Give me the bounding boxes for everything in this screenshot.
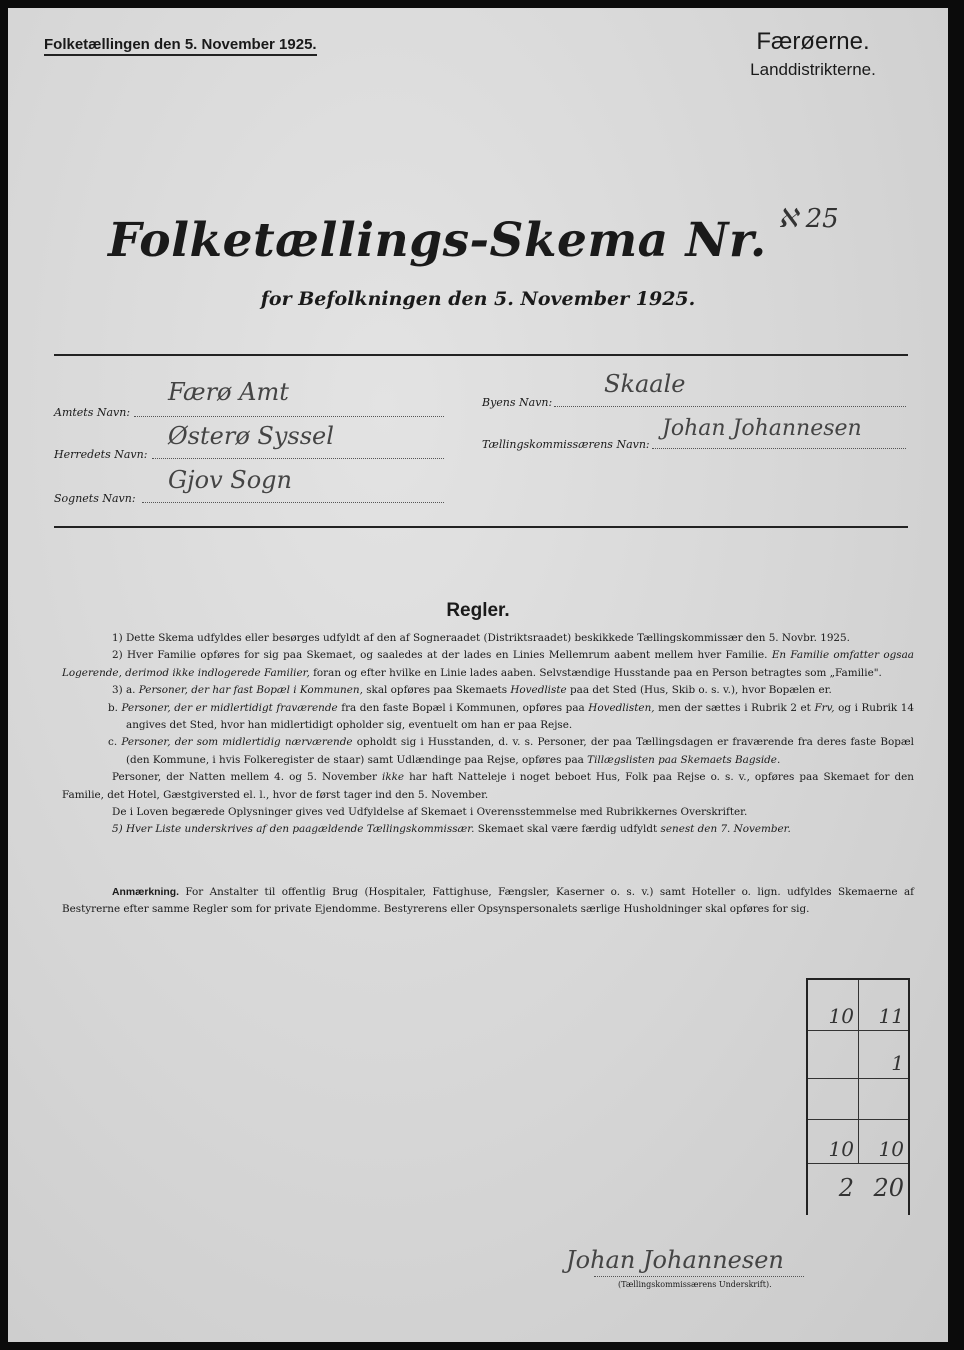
rule-1: 1) Dette Skema udfyldes eller besørges udfyldt af den af Sogneraadet (Distriktsraadet) beskikkede Tællingskommissær den 5. Novbr. 1925.: [112, 632, 850, 644]
regler-heading: Regler.: [446, 600, 510, 621]
signature-caption: (Tællingskommissærens Underskrift).: [618, 1280, 772, 1289]
tally-row-2: 1: [808, 1031, 908, 1079]
form-number-handwritten: ℵ 25: [778, 204, 839, 234]
by-underline: [554, 406, 906, 407]
rule-3c: c. Personer, der som midlertidig nærværende opholdt sig i Husstanden, d. v. s. Personer, der paa Tællingsdagen er fraværende fra deres faste Bopæl (den Kommune, i hvis Folkeregister de staar) samt Udlændinge paa Rejse, opføres paa Tillægslisten paa Skemaets Bagside.: [108, 736, 914, 766]
sogn-underline: [142, 502, 444, 503]
census-form-page: [8, 8, 948, 1342]
tally-row-3: [808, 1079, 908, 1120]
bottom-divider: [54, 526, 908, 528]
region-header: Færøerne.: [756, 28, 870, 55]
district-header: Landdistrikterne.: [750, 60, 876, 79]
amt-label: Amtets Navn:: [54, 406, 131, 419]
kommissaer-underline: [652, 448, 906, 449]
tally-box: [806, 978, 910, 1215]
tally-row-1: 10 11: [808, 980, 908, 1031]
by-value: Skaale: [604, 370, 686, 398]
herred-underline: [152, 458, 444, 459]
rule-3a: 3) a. Personer, der har fast Bopæl i Kommunen, skal opføres paa Skemaets Hovedliste paa det Sted (Hus, Skib o. s. v.), hvor Bopælen er.: [112, 684, 832, 697]
by-label: Byens Navn:: [482, 396, 553, 409]
form-subtitle: for Befolkningen den 5. November 1925.: [260, 288, 696, 310]
herred-value: Østerø Syssel: [168, 422, 334, 450]
kommissaer-label: Tællingskommissærens Navn:: [482, 438, 650, 451]
signature: Johan Johannesen: [566, 1246, 784, 1274]
kommissaer-value: Johan Johannesen: [662, 416, 862, 441]
census-date-header: Folketællingen den 5. November 1925.: [44, 36, 317, 56]
sogn-value: Gjov Sogn: [168, 466, 292, 494]
amt-underline: [134, 416, 444, 417]
regler-body: [62, 630, 914, 839]
tally-row-4: 10 10: [808, 1120, 908, 1164]
form-title: Folketællings-Skema Nr.: [108, 213, 767, 268]
rule-5: De i Loven begærede Oplysninger gives ved Udfyldelse af Skemaet i Overensstemmelse med Rubrikkernes Overskrifter.: [112, 806, 748, 819]
tally-row-5: 2 20: [838, 1174, 904, 1202]
sogn-label: Sognets Navn:: [54, 492, 136, 505]
rule-3b: b. Personer, der er midlertidigt fraværende fra den faste Bopæl i Kommunen, opføres paa Hovedlisten, men der sættes i Rubrik 2 et Frv, og i Rubrik 14 angives det Sted, hvor han midlertidigt opholder sig, eventuelt om han er paa Rejse.: [108, 701, 914, 732]
signature-underline: [594, 1276, 804, 1277]
herred-label: Herredets Navn:: [54, 448, 148, 461]
rule-6: 5) Hver Liste underskrives af den paagældende Tællingskommissær. Skemaet skal være færdig udfyldt senest den 7. November.: [112, 823, 791, 836]
top-divider: [54, 354, 908, 356]
rule-2: 2) Hver Familie opføres for sig paa Skemaet, og saaledes at der lades en Linies Mellemrum aabent mellem hver Familie. En Familie omfatter ogsaa Logerende, derimod ikke indlogerede Familier, foran og efter hvilke en Linie lades aaben. Selvstændige Husstande paa en Person betragtes som „Familie".: [62, 649, 914, 679]
anmaerkning-note: Anmærkning. For Anstalter til offentlig Brug (Hospitaler, Fattighuse, Fængsler, Kaserner o. s. v.) samt Hoteller o. lign. udfyldes Skemaerne af Bestyrerne efter samme Regler som for private Ejendomme. Bestyrerens eller Opsynspersonalets særlige Husholdninger skal opføres for sig.: [62, 886, 914, 916]
rule-4: Personer, der Natten mellem 4. og 5. November ikke har haft Natteleje i noget beboet Hus, Folk paa Rejse o. s. v., opføres paa Skemaet for den Familie, det Hotel, Gæstgiversted el. l., hvor de først tager ind den 5. November.: [62, 771, 914, 801]
amt-value: Færø Amt: [168, 378, 289, 406]
